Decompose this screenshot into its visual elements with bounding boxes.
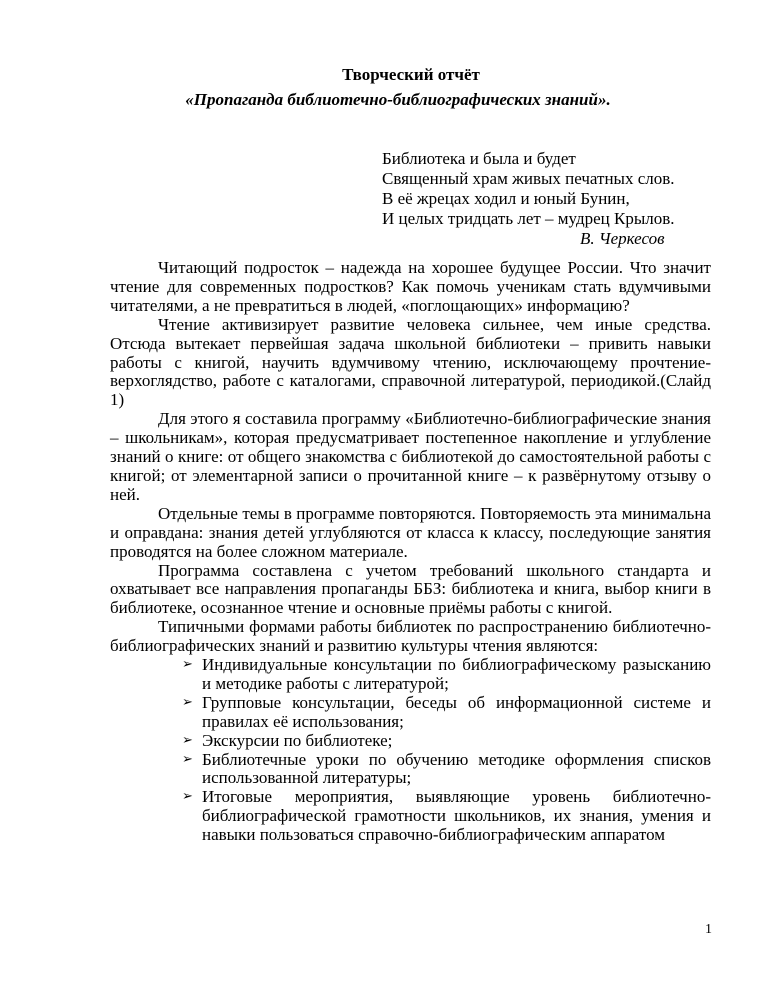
list-item-text: Индивидуальные консультации по библиографическому разысканию и методике работы с литературой; [202,655,711,693]
bullet-list [178,656,711,845]
list-item-text: Библиотечные уроки по обучению методике оформления списков использованной литературы; [202,749,711,788]
list-item [178,751,711,789]
epigraph [382,149,675,249]
epigraph-line: В её жрецах ходил и юный Бунин, [382,189,630,208]
list-item-text: Экскурсии по библиотеке; [202,730,393,750]
paragraph: Для этого я составила программу «Библиотечно-библиографические знания – школьникам», которая предусматривает постепенное накопление и углубление знаний о книге: от общего знакомства с библиотекой до самостоятельной работы с книгой; от элементарной записи о прочитанной книге – к развёрнутому отзыву о ней. [110,409,711,504]
arrow-bullet-icon: ➢ [182,751,193,767]
document-title: Творческий отчёт [342,65,480,84]
epigraph-line: Библиотека и была и будет [382,149,576,168]
paragraph: Отдельные темы в программе повторяются. Повторяемость эта минимальна и оправдана: знания детей углубляются от класса к классу, последующие занятия проводятся на более сложном материале. [110,503,711,561]
arrow-bullet-icon: ➢ [182,789,193,805]
arrow-bullet-icon: ➢ [182,657,193,673]
paragraph: Типичными формами работы библиотек по распространению библиотечно-библиографических знаний и развитию культуры чтения являются: [110,617,711,656]
body-text [110,259,711,845]
list-item [178,732,711,751]
arrow-bullet-icon: ➢ [182,694,193,710]
epigraph-line: И целых тридцать лет – мудрец Крылов. [382,209,675,228]
arrow-bullet-icon: ➢ [182,732,193,748]
epigraph-line: Священный храм живых печатных слов. [382,169,675,188]
list-item-text: Групповые консультации, беседы об информационной системе и правилах её использования; [202,692,711,731]
paragraph: Программа составлена с учетом требований школьного стандарта и охватывает все направления пропаганды ББЗ: библиотека и книга, выбор книги в библиотеке, осознанное чтение и основные приёмы работы с книгой. [110,560,711,618]
list-item [178,694,711,732]
document-subtitle: «Пропаганда библиотечно-библиографических знаний». [185,90,611,109]
list-item [178,788,711,845]
paragraph: Чтение активизирует развитие человека сильнее, чем иные средства. Отсюда вытекает первейшая задача школьной библиотеки – привить навыки работы с книгой, научить вдумчивому чтению, исключающему прочтение-верхоглядство, работе с каталогами, справочной литературой, периодикой.(Слайд 1) [110,314,711,410]
list-item [178,656,711,694]
paragraph: Читающий подросток – надежда на хорошее будущее России. Что значит чтение для современных подростков? Как помочь ученикам стать вдумчивыми читателями, а не превратиться в людей, «поглощающих» информацию? [110,258,711,315]
list-item-text: Итоговые мероприятия, выявляющие уровень библиотечно-библиографической грамотности школьников, их знания, умения и навыки пользоваться справочно-библиографическим аппаратом [202,787,711,845]
page-number: 1 [705,922,712,937]
epigraph-author: В. Черкесов [580,229,665,248]
